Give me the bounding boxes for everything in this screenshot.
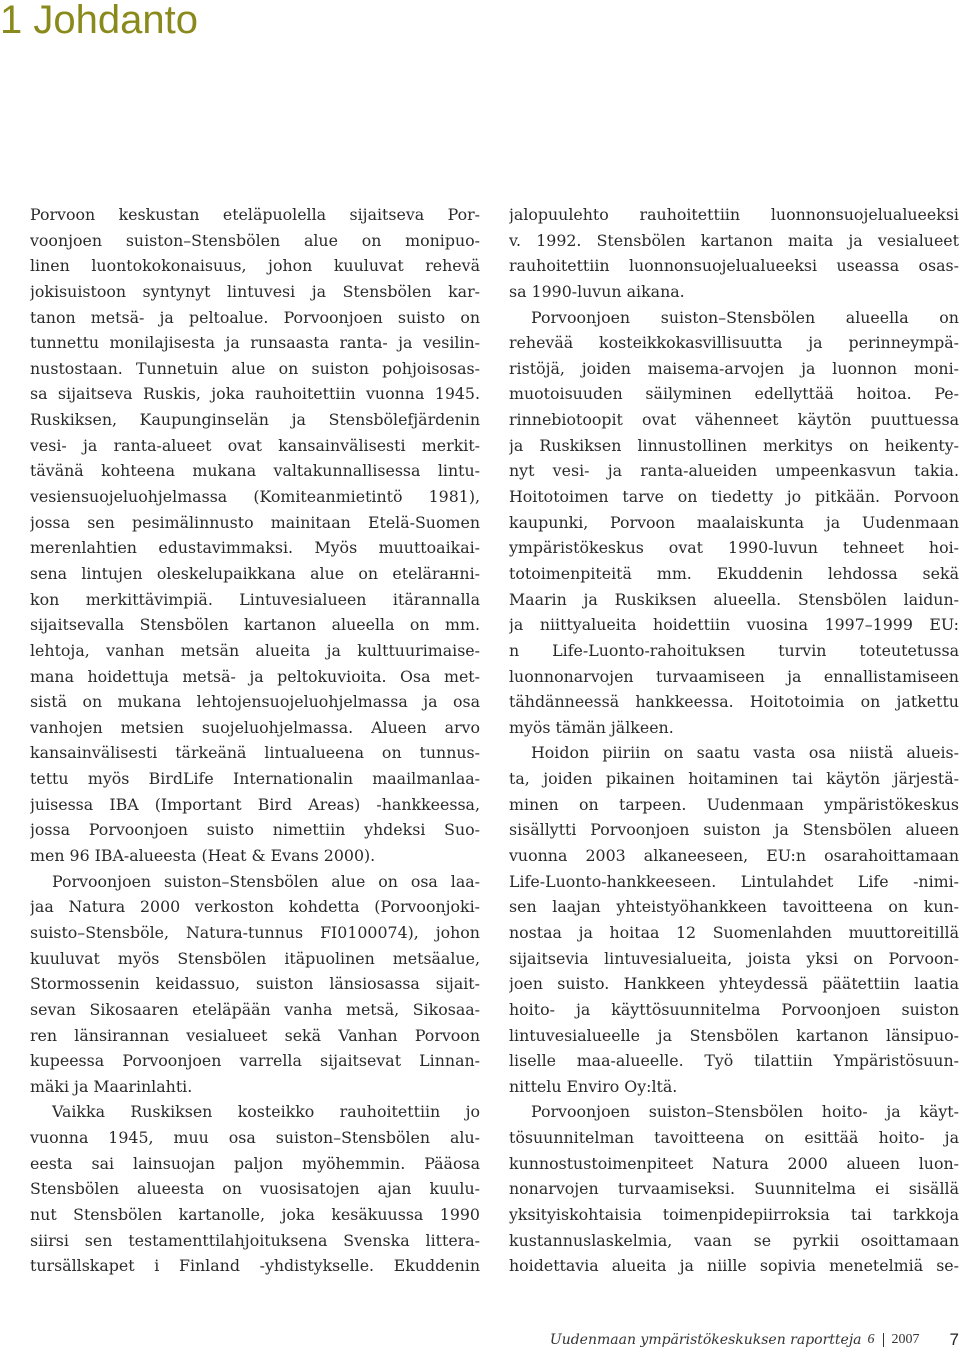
text-line: rehevää kosteikkokasvillisuutta ja perinneympä-: [509, 333, 959, 353]
right-text-column: [509, 202, 959, 1279]
text-line: sijaitsevia lintuvesialueita, joista yksi on Porvoon-: [509, 948, 959, 968]
text-line: Porvoon keskustan eteläpuolella sijaitseva Por-: [30, 205, 480, 224]
text-line: eesta sai lainsuojan paljon myöhemmin. Pääosa: [30, 1153, 480, 1173]
text-line: kupeessa Porvoonjoen varrella sijaitsevat Linnan-: [30, 1051, 480, 1071]
text-line: sa 1990-luvun aikana.: [509, 281, 685, 301]
text-line: kansainvälisesti tärkeänä lintualueena on tunnus-: [30, 743, 480, 763]
text-line: voonjoen suiston–Stensbölen alue on monipuo-: [30, 230, 480, 250]
text-line: yksityiskohtaisia toimenpidepiirroksia tai tarkkoja: [509, 1204, 959, 1224]
text-line: ta, joiden pikainen hoitaminen tai käytön järjestä-: [509, 769, 959, 789]
text-line: Hoitotoimen tarve on tiedetty jo pitkään. Porvoon: [509, 487, 959, 507]
text-line: nustostaan. Tunnetuin alue on suiston pohjoisosas-: [30, 358, 480, 378]
text-line: Stormossenin keidassuo, suiston länsiosassa sijait-: [30, 974, 480, 994]
text-line: nostaa ja hoitaa 12 Suomenlahden muuttoreitillä: [509, 922, 959, 942]
text-line: sen laajan yhteistyöhankkeen tavoitteena on kun-: [509, 897, 959, 917]
text-line: hoito- ja käyttösuunnitelma Porvoonjoen suiston: [509, 999, 959, 1019]
text-line: lehtoja, vanhan metsän alueita ja kulttuurimaise-: [30, 640, 480, 660]
text-line: suisto–Stensböle, Natura-tunnus FI0100074), johon: [30, 922, 480, 942]
text-line: luonnonarvojen turvaamiseen ja ennallistamiseen: [509, 666, 959, 686]
text-line: sisällytti Porvoonjoen suiston ja Stensbölen alueen: [509, 820, 959, 840]
text-line: sevan Sikosaaren eteläpään vanha metsä, Sikosaa-: [30, 999, 480, 1019]
text-line: vuonna 1945, muu osa suiston–Stensbölen alu-: [30, 1128, 480, 1148]
report-year: 2007: [891, 1332, 920, 1347]
text-line: hoidettavia alueita ja niille sopivia menetelmiä se-: [509, 1256, 959, 1276]
text-line: kunnostustoimenpiteet Natura 2000 alueen luon-: [509, 1153, 959, 1173]
text-line: jaa Natura 2000 verkoston kohdetta (Porvoonjoki-: [30, 897, 480, 917]
text-line: sa sijaitseva Ruskis, joka rauhoitettiin vuonna 1945.: [30, 384, 480, 404]
text-line: juisessa IBA (Important Bird Areas) -hankkeessa,: [30, 794, 480, 814]
text-line: jalopuulehto rauhoitettiin luonnonsuojelualueeksi: [509, 205, 959, 224]
text-line: Porvoonjoen suiston–Stensbölen hoito- ja käyt-: [531, 1102, 959, 1122]
text-line: mana hoidettuja metsä- ja peltokuvioita. Osa met-: [30, 666, 480, 686]
text-line: minen on tarpeen. Uudenmaan ympäristökeskus: [509, 794, 959, 814]
text-line: n Life-Luonto-rahoituksen turvin toteutetussa: [509, 640, 959, 660]
text-line: nut Stensbölen kartanolle, joka kesäkuussa 1990: [30, 1204, 480, 1224]
text-line: mäki ja Maarinlahti.: [30, 1076, 193, 1096]
text-line: men 96 IBA-alueesta (Heat & Evans 2000).: [30, 846, 376, 866]
text-line: nittelu Enviro Oy:ltä.: [509, 1076, 678, 1096]
text-line: ristöjä, joiden maisema-arvojen ja luonnon moni-: [509, 358, 959, 378]
text-line: lintuvesialueelle ja Stensbölen kartanon länsipuo-: [509, 1025, 959, 1045]
left-text-column: [30, 202, 480, 1279]
text-line: vanhojen metsien suojeluohjelmassa. Alueen arvo: [30, 717, 480, 737]
text-line: Porvoonjoen suiston–Stensbölen alueella on: [531, 307, 959, 327]
text-line: tähdänneessä hankkeessa. Hoitotoimia on jatkettu: [509, 692, 959, 712]
text-line: tösuunnitelman tavoitteena on esittää hoito- ja: [509, 1128, 959, 1148]
text-line: v. 1992. Stensbölen kartanon maita ja vesialueet: [509, 230, 959, 250]
text-line: linen luontokokonaisuus, johon kuuluvat rehevä: [30, 256, 480, 276]
text-line: kon merkittävimpiä. Lintuvesialueen itärannalla: [30, 589, 480, 609]
report-series-name: Uudenmaan ympäristökeskuksen raportteja: [549, 1332, 862, 1348]
text-line: Porvoonjoen suiston–Stensbölen alue on osa laa-: [52, 871, 480, 891]
text-line: kustannuslaskelmia, vaan se pyrkii osoittamaan: [509, 1230, 959, 1250]
text-line: liselle maa-alueelle. Työ tilattiin Ympäristösuun-: [509, 1051, 959, 1071]
text-line: joen suisto. Hankkeen yhteydessä päätettiin laatia: [509, 974, 959, 994]
text-line: kaupunki, Porvoon maalaiskunta ja Uudenmaan: [509, 512, 959, 532]
text-line: vesi- ja ranta-alueet ovat kansainvälisesti merkit-: [30, 435, 480, 455]
text-line: sena lintujen oleskelupaikkana alue on etelärанni-: [30, 563, 480, 583]
text-line: muotoisuuden säilyminen edellyttää hoitoa. Pe-: [509, 384, 959, 404]
text-line: jokisuistoon syntynyt lintuvesi ja Stensbölen kar-: [30, 281, 480, 301]
text-line: tävänä kohteena mukana valtakunnallisessa lintu-: [30, 461, 480, 481]
text-line: kuuluvat myös Stensbölen itäpuolinen metsäalue,: [30, 948, 480, 968]
footer-divider: [883, 1333, 884, 1347]
text-line: jossa Porvoonjoen suisto nimettiin yhdeksi Suo-: [30, 820, 480, 840]
text-line: siirsi sen testamenttilahjoituksena Svenska littera-: [30, 1230, 480, 1250]
text-line: tanon metsä- ja peltoalue. Porvoonjoen suisto on: [30, 307, 480, 327]
text-line: totoimenpiteitä mm. Ekuddenin lehdossa sekä: [509, 563, 959, 583]
text-line: sijaitsevalla Stensbölen kartanon alueella on mm.: [30, 615, 480, 635]
text-line: tursällskapet i Finland -yhdistykselle. Ekuddenin: [30, 1256, 480, 1276]
text-line: rauhoitettiin luonnonsuojelualueeksi useassa osas-: [509, 256, 959, 276]
text-line: tettu myös BirdLife Internationalin maailmanlaa-: [30, 769, 480, 789]
text-line: ympäristökeskus ovat 1990-luvun tehneet hoi-: [509, 538, 959, 558]
text-line: myös tämän jälkeen.: [509, 717, 674, 737]
chapter-title: 1 Johdanto: [0, 0, 198, 42]
report-number: 6: [867, 1332, 875, 1347]
text-line: vuonna 2003 alkaneeseen, EU:n osarahoittamaan: [509, 846, 959, 866]
text-line: tunnettu monilajisesta ja runsaasta ranta- ja vesilin-: [30, 333, 480, 353]
text-line: nyt vesi- ja ranta-alueiden umpeenkasvun takia.: [509, 461, 959, 481]
text-line: sistä on mukana lehtojensuojeluohjelmassa ja osa: [30, 692, 480, 712]
text-line: merenlahtien edustavimmaksi. Myös muuttoaikai-: [30, 538, 480, 558]
text-line: Life-Luonto-hankkeeseen. Lintulahdet Life -nimi-: [509, 871, 959, 891]
text-line: Ruskiksen, Kaupunginselän ja Stensbölefjärdenin: [30, 410, 480, 430]
text-line: ja Ruskiksen linnustollinen merkitys on heikenty-: [509, 435, 959, 455]
page-number: 7: [949, 1330, 959, 1349]
text-line: vesiensuojeluohjelmassa (Komiteanmietintö 1981),: [30, 487, 480, 507]
text-line: Maarin ja Ruskiksen alueella. Stensbölen laidun-: [509, 589, 959, 609]
text-line: rinnebiotoopit ovat vähenneet käytön puuttuessa: [509, 410, 959, 430]
text-line: Stensbölen alueesta on vuosisatojen ajan kuulu-: [30, 1179, 480, 1199]
text-line: ja niittyalueita hoidettiin vuosina 1997–1999 EU:: [509, 615, 959, 635]
text-line: Vaikka Ruskiksen kosteikko rauhoitettiin jo: [52, 1102, 480, 1122]
page-footer: [550, 1327, 960, 1353]
text-line: nonarvojen turvaamiseksi. Suunnitelma ei sisällä: [509, 1179, 959, 1199]
text-line: Hoidon piiriin on saatu vasta osa niistä alueis-: [531, 743, 959, 763]
text-line: ren länsirannan vesialueet sekä Vanhan Porvoon: [30, 1025, 480, 1045]
text-line: jossa sen pesimälinnusto mainitaan Etelä-Suomen: [30, 512, 480, 532]
